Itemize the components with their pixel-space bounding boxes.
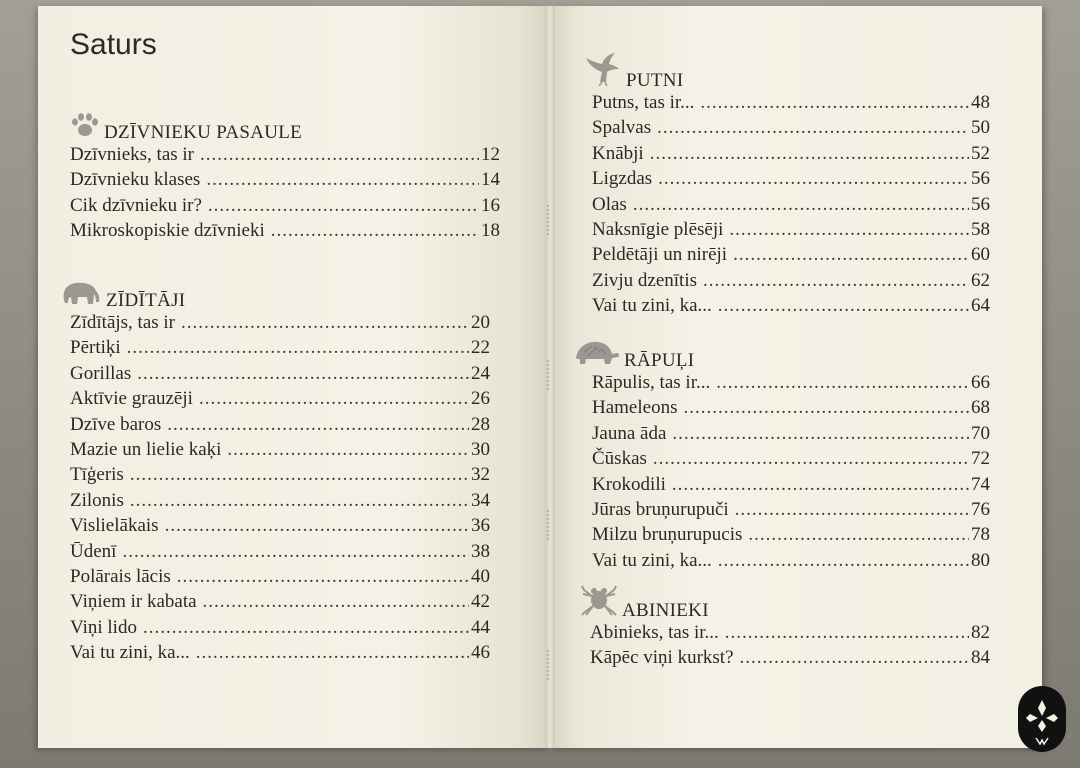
dot-leader	[127, 337, 469, 359]
entry-page: 38	[471, 540, 490, 562]
section-heading	[570, 342, 990, 372]
toc-entry[interactable]	[592, 499, 990, 524]
binding-stitch	[547, 360, 553, 390]
section-heading	[60, 282, 490, 312]
toc-entry[interactable]	[70, 388, 490, 413]
toc-entry[interactable]	[70, 220, 500, 245]
bird-icon	[582, 52, 622, 92]
toc-entry[interactable]	[592, 92, 990, 117]
toc-entry[interactable]	[592, 270, 990, 295]
section-putni	[582, 62, 990, 321]
toc-entry[interactable]	[70, 566, 490, 591]
entry-page: 52	[971, 142, 990, 164]
dot-leader	[672, 423, 969, 445]
entry-title: Mazie un lielie kaķi	[70, 438, 222, 460]
toc-entry[interactable]	[592, 117, 990, 142]
toc-entry[interactable]	[592, 244, 990, 269]
toc-entry[interactable]	[70, 642, 490, 667]
entry-title: Ūdenī	[70, 540, 117, 562]
entry-title: Ligzdas	[592, 168, 653, 190]
toc-entry[interactable]	[592, 423, 990, 448]
toc-entry[interactable]	[70, 515, 490, 540]
dot-leader	[735, 499, 969, 521]
dot-leader	[650, 143, 969, 165]
entry-title: Krokodili	[592, 473, 666, 495]
entry-title: Polārais lācis	[70, 565, 171, 587]
toc-entry[interactable]	[592, 168, 990, 193]
dot-leader	[122, 541, 469, 563]
toc-entry[interactable]	[592, 448, 990, 473]
section-heading-text: DZĪVNIEKU PASAULE	[104, 122, 303, 143]
toc-entry[interactable]	[70, 464, 490, 489]
entry-page: 40	[471, 565, 490, 587]
toc-entry[interactable]	[592, 295, 990, 320]
entry-page: 50	[971, 117, 990, 139]
toc-entry[interactable]	[592, 219, 990, 244]
dot-leader	[718, 550, 969, 572]
toc-entry[interactable]	[70, 169, 500, 194]
entry-title: Čūskas	[592, 448, 647, 470]
entry-page: 32	[471, 464, 490, 486]
entry-list	[590, 622, 990, 673]
dot-leader	[716, 372, 969, 394]
entry-page: 56	[971, 168, 990, 190]
entry-page: 26	[471, 388, 490, 410]
entry-page: 74	[971, 473, 990, 495]
entry-list	[592, 92, 990, 321]
entry-title: Vislielākais	[70, 515, 159, 537]
entry-title: Viņi lido	[70, 616, 137, 638]
dot-leader	[203, 591, 469, 613]
entry-title: Jauna āda	[592, 422, 667, 444]
entry-list	[592, 372, 990, 575]
entry-title: Zilonis	[70, 489, 124, 511]
logo-icon	[1018, 686, 1066, 752]
binding-stitch	[547, 510, 553, 540]
dot-leader	[653, 448, 969, 470]
toc-entry[interactable]	[70, 439, 490, 464]
dot-leader	[683, 397, 969, 419]
entry-page: 12	[481, 144, 500, 165]
entry-title: Kāpēc viņi kurkst?	[590, 647, 734, 669]
entry-page: 14	[481, 169, 500, 191]
entry-page: 34	[471, 489, 490, 511]
entry-page: 18	[481, 220, 500, 242]
entry-title: Rāpulis, tas ir...	[592, 372, 711, 393]
frog-icon	[580, 584, 618, 622]
entry-page: 36	[471, 515, 490, 537]
section-heading-text: PUTNI	[626, 70, 684, 91]
entry-page: 60	[971, 244, 990, 266]
dot-leader	[196, 642, 469, 664]
entry-title: Peldētāji un nirēji	[592, 244, 728, 266]
elephant-icon	[60, 278, 102, 312]
entry-title: Aktīvie grauzēji	[70, 388, 193, 410]
entry-page: 24	[471, 362, 490, 384]
entry-page: 42	[471, 591, 490, 613]
toc-entry[interactable]	[590, 647, 990, 672]
section-rapuli	[570, 342, 990, 575]
entry-page: 22	[471, 337, 490, 359]
entry-page: 48	[971, 92, 990, 113]
entry-title: Viņiem ir kabata	[70, 591, 197, 613]
page-title: Saturs	[70, 28, 157, 61]
entry-title: Olas	[592, 193, 627, 215]
entry-page: 30	[471, 438, 490, 460]
dot-leader	[271, 220, 479, 242]
section-dzivnieku-pasaule	[70, 114, 500, 246]
entry-title: Vai tu zini, ka...	[592, 549, 712, 571]
dot-leader	[740, 647, 969, 669]
entry-page: 16	[481, 194, 500, 216]
section-ziditaji	[60, 282, 490, 667]
dot-leader	[657, 117, 969, 139]
entry-title: Dzīve baros	[70, 413, 162, 435]
toc-entry[interactable]	[70, 617, 490, 642]
dot-leader	[143, 617, 469, 639]
dot-leader	[208, 195, 479, 217]
entry-page: 70	[971, 422, 990, 444]
entry-title: Abinieks, tas ir...	[590, 622, 719, 643]
entry-title: Cik dzīvnieku ir?	[70, 194, 202, 216]
dot-leader	[672, 474, 969, 496]
section-heading	[70, 114, 500, 144]
entry-page: 68	[971, 397, 990, 419]
entry-page: 80	[971, 549, 990, 571]
binding-stitch	[547, 205, 553, 235]
entry-title: Naksnīgie plēsēji	[592, 218, 724, 240]
section-heading	[582, 62, 990, 92]
entry-title: Milzu bruņurupucis	[592, 524, 743, 546]
toc-entry[interactable]	[592, 397, 990, 422]
entry-page: 76	[971, 498, 990, 520]
entry-title: Spalvas	[592, 117, 652, 139]
entry-page: 46	[471, 642, 490, 664]
toc-entry[interactable]	[592, 372, 990, 397]
dot-leader	[165, 515, 469, 537]
section-heading-text: ZĪDĪTĀJI	[106, 290, 186, 311]
toc-entry[interactable]	[70, 337, 490, 362]
dot-leader	[725, 622, 969, 644]
entry-title: Putns, tas ir...	[592, 92, 695, 113]
dot-leader	[167, 414, 469, 436]
dot-leader	[130, 464, 469, 486]
dot-leader	[718, 295, 969, 317]
dot-leader	[130, 490, 469, 512]
entry-list	[70, 144, 500, 246]
entry-page: 64	[971, 295, 990, 317]
toc-entry[interactable]	[592, 143, 990, 168]
toc-entry[interactable]	[70, 312, 490, 337]
dot-leader	[733, 244, 969, 266]
entry-page: 62	[971, 269, 990, 291]
dot-leader	[227, 439, 469, 461]
toc-entry[interactable]	[590, 622, 990, 647]
dot-leader	[206, 169, 479, 191]
dot-leader	[177, 566, 469, 588]
entry-page: 44	[471, 616, 490, 638]
dot-leader	[137, 363, 469, 385]
dot-leader	[181, 312, 469, 334]
toc-entry[interactable]	[70, 414, 490, 439]
toc-entry[interactable]	[70, 195, 500, 220]
dot-leader	[199, 388, 469, 410]
toc-entry[interactable]	[592, 474, 990, 499]
entry-title: Gorillas	[70, 362, 132, 384]
entry-page: 28	[471, 413, 490, 435]
dot-leader	[703, 270, 969, 292]
entry-page: 66	[971, 372, 990, 393]
entry-list	[70, 312, 490, 667]
dot-leader	[658, 168, 969, 190]
dot-leader	[700, 92, 969, 114]
entry-title: Mikroskopiskie dzīvnieki	[70, 220, 265, 242]
dot-leader	[729, 219, 969, 241]
entry-title: Jūras bruņurupuči	[592, 498, 729, 520]
dot-leader	[200, 144, 479, 166]
entry-page: 84	[971, 647, 990, 669]
toc-entry[interactable]	[70, 591, 490, 616]
entry-page: 82	[971, 622, 990, 643]
dot-leader	[748, 524, 969, 546]
dot-leader	[633, 194, 969, 216]
entry-page: 78	[971, 524, 990, 546]
entry-title: Zivju dzenītis	[592, 269, 698, 291]
toc-entry[interactable]	[592, 550, 990, 575]
entry-title: Knābji	[592, 142, 644, 164]
section-abinieki	[580, 592, 990, 673]
entry-title: Zīdītājs, tas ir	[70, 312, 176, 333]
toc-entry[interactable]	[592, 194, 990, 219]
tortoise-icon	[570, 338, 620, 372]
toc-entry[interactable]	[70, 144, 500, 169]
entry-title: Vai tu zini, ka...	[70, 642, 190, 664]
entry-title: Tīģeris	[70, 464, 124, 486]
toc-entry[interactable]	[70, 363, 490, 388]
section-heading-text: ABINIEKI	[622, 600, 709, 621]
entry-title: Dzīvnieks, tas ir	[70, 144, 195, 165]
entry-title: Hameleons	[592, 397, 678, 419]
toc-entry[interactable]	[70, 490, 490, 515]
entry-page: 56	[971, 193, 990, 215]
corner-logo-badge	[1018, 686, 1066, 752]
toc-entry[interactable]	[592, 524, 990, 549]
section-heading	[580, 592, 990, 622]
toc-entry[interactable]	[70, 541, 490, 566]
entry-title: Vai tu zini, ka...	[592, 295, 712, 317]
entry-title: Dzīvnieku klases	[70, 169, 201, 191]
entry-page: 58	[971, 218, 990, 240]
paw-print-icon	[70, 112, 100, 144]
section-heading-text: RĀPUĻI	[624, 350, 695, 371]
entry-page: 20	[471, 312, 490, 333]
entry-title: Pērtiķi	[70, 337, 121, 359]
entry-page: 72	[971, 448, 990, 470]
binding-stitch	[547, 650, 553, 680]
